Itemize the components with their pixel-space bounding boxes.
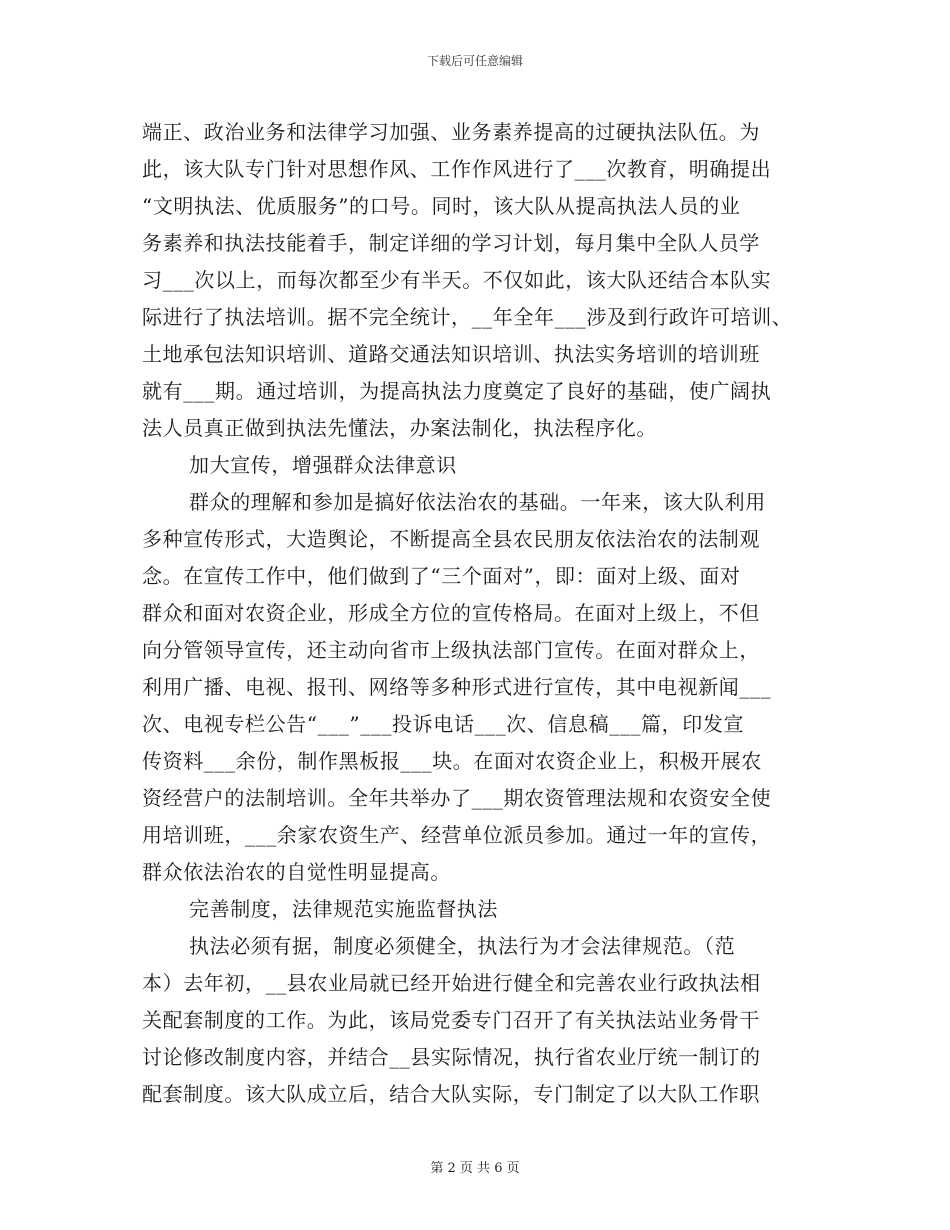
- text-line: 习___次以上，而每次都至少有半天。不仅如此，该大队还结合本队实: [142, 268, 772, 292]
- text-line: “文明执法、优质服务”的口号。同时，该大队从提高执法人员的业: [142, 194, 741, 218]
- text-line: 传资料___余份，制作黑板报___块。在面对农资企业上，积极开展农: [142, 749, 762, 773]
- text-line: 法人员真正做到执法先懂法，办案法制化，执法程序化。: [142, 416, 657, 440]
- text-line: 资经营户的法制培训。全年共举办了___期农资管理法规和农资安全使: [142, 786, 772, 810]
- text-line: 念。在宣传工作中，他们做到了“三个面对”，即：面对上级、面对: [142, 564, 741, 588]
- text-line: 讨论修改制度内容，并结合__县实际情况，执行省农业厅统一制订的: [142, 1045, 761, 1069]
- text-line: 利用广播、电视、报刊、网络等多种形式进行宣传，其中电视新闻___: [142, 675, 772, 699]
- text-line: 端正、政治业务和法律学习加强、业务素养提高的过硬执法队伍。为: [142, 120, 760, 144]
- text-line: 完善制度，法律规范实施监督执法: [189, 897, 498, 921]
- text-line: 用培训班，___余家农资生产、经营单位派员参加。通过一年的宣传，: [142, 823, 772, 847]
- text-line: 本）去年初，__县农业局就已经开始进行健全和完善农业行政执法相: [142, 971, 761, 995]
- text-line: 次、电视专栏公告“___”___投诉电话___次、信息稿___篇，印发宣: [142, 712, 745, 736]
- page-footer: 第 2 页 共 6 页: [430, 1161, 520, 1176]
- text-line: 配套制度。该大队成立后，结合大队实际，专门制定了以大队工作职: [142, 1082, 760, 1106]
- page-header: 下载后可任意编辑: [426, 54, 523, 68]
- text-line: 加大宣传，增强群众法律意识: [189, 453, 457, 477]
- text-line: 群众和面对农资企业，形成全方位的宣传格局。在面对上级上，不但: [142, 601, 760, 625]
- text-line: 际进行了执法培训。据不完全统计，__年全年___涉及到行政许可培训、: [142, 305, 793, 329]
- text-line: 土地承包法知识培训、道路交通法知识培训、执法实务培训的培训班: [142, 342, 760, 366]
- text-line: 此，该大队专门针对思想作风、工作作风进行了___次教育，明确提出: [142, 157, 772, 181]
- text-line: 多种宣传形式，大造舆论，不断提高全县农民朋友依法治农的法制观: [142, 527, 760, 551]
- text-line: 务素养和执法技能着手，制定详细的学习计划，每月集中全队人员学: [142, 231, 760, 255]
- text-line: 就有___期。通过培训，为提高执法力度奠定了良好的基础，使广阔执: [142, 379, 772, 403]
- text-line: 群众依法治农的自觉性明显提高。: [142, 860, 451, 884]
- text-line: 群众的理解和参加是搞好依法治农的基础。一年来，该大队利用: [189, 490, 766, 514]
- text-line: 向分管领导宣传，还主动向省市上级执法部门宣传。在面对群众上，: [142, 638, 760, 662]
- text-line: 执法必须有据，制度必须健全，执法行为才会法律规范。（范: [189, 934, 736, 958]
- text-line: 关配套制度的工作。为此，该局党委专门召开了有关执法站业务骨干: [142, 1008, 760, 1032]
- document-body: [142, 114, 832, 1113]
